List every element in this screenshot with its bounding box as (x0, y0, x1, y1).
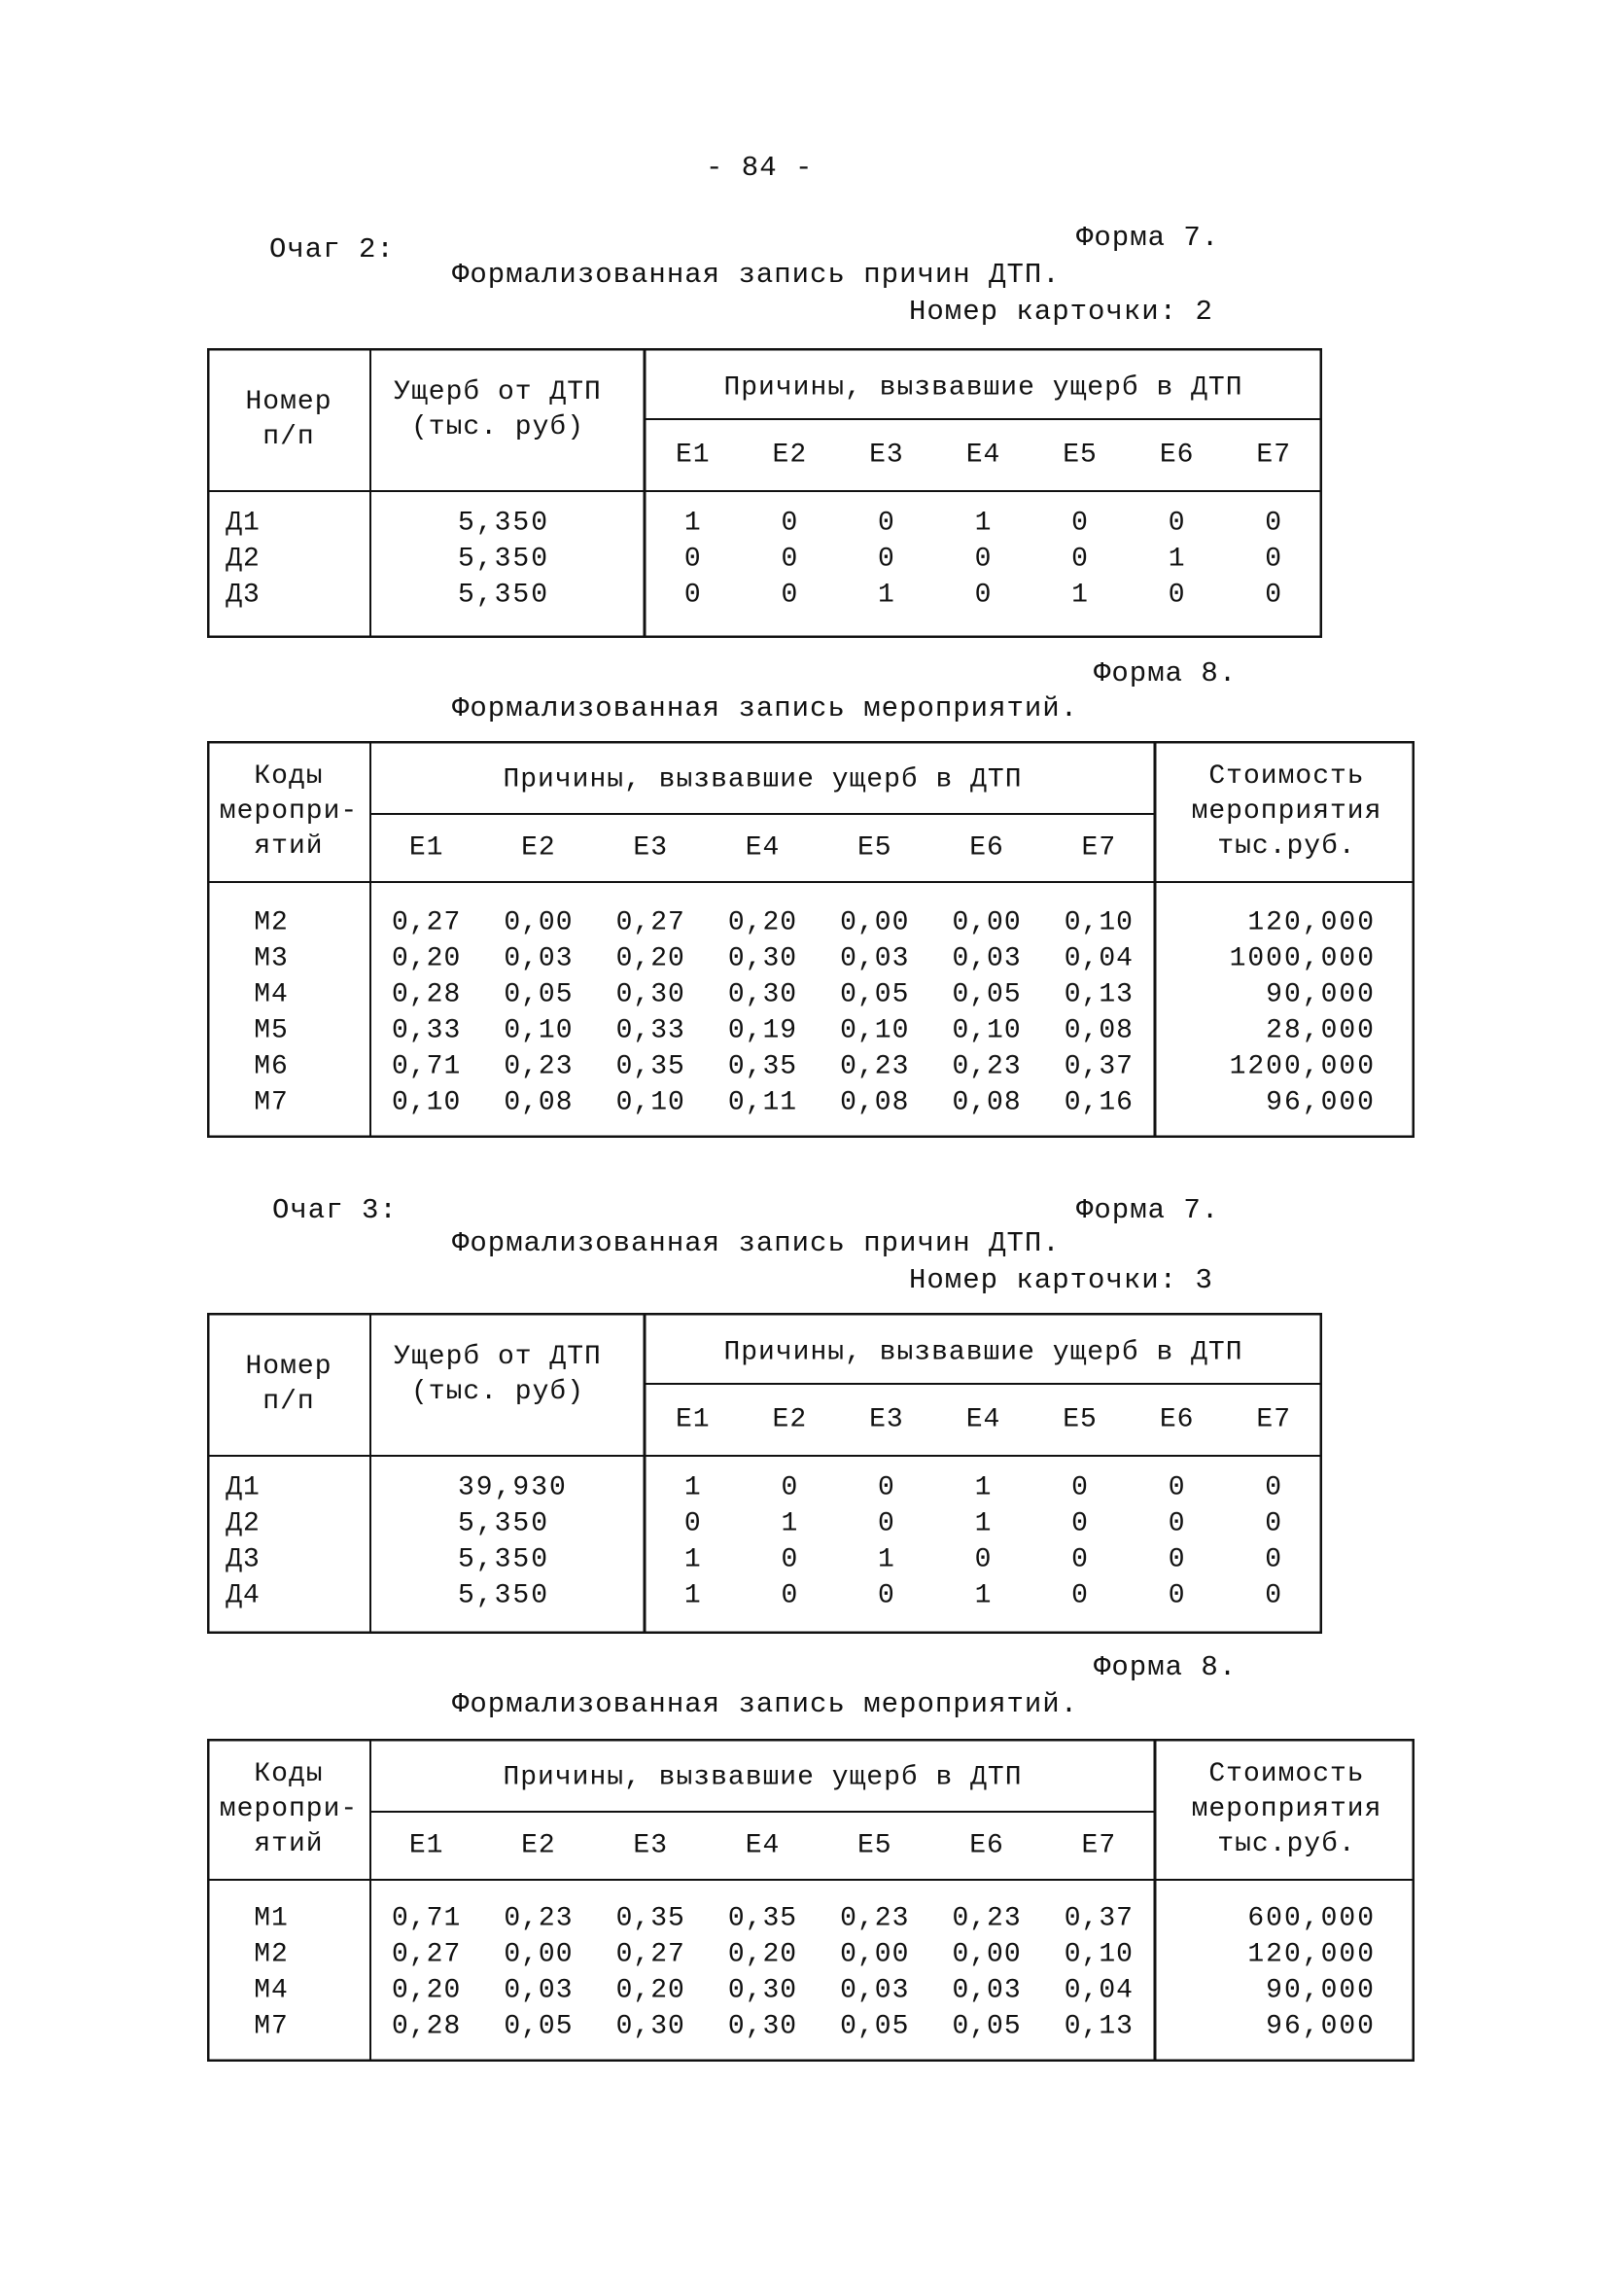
cause-weight: 0,27 (615, 907, 685, 938)
cause-weight: 0,13 (1064, 2011, 1134, 2042)
cause-value: 0 (1168, 1472, 1186, 1503)
damage-value: 5,350 (458, 1544, 550, 1575)
cause-weight: 0,13 (1064, 979, 1134, 1010)
column-header: Е3 (869, 440, 904, 471)
cause-weight: 0,35 (727, 1903, 798, 1934)
column-header: Е3 (633, 1830, 669, 1861)
cause-weight: 0,30 (727, 1975, 798, 2006)
column-header: Е5 (856, 832, 892, 864)
cause-weight: 0,08 (840, 1087, 910, 1118)
cause-weight: 0,00 (952, 907, 1022, 938)
column-header: Причины, вызвавшие ущерб в ДТП (723, 1337, 1243, 1367)
row-id: М7 (254, 1087, 289, 1118)
cause-value: 0 (1071, 1580, 1089, 1611)
column-header: Е1 (675, 1404, 711, 1435)
cause-value: 1 (683, 508, 702, 539)
cause-value: 0 (1168, 1544, 1186, 1575)
cause-weight: 0,03 (840, 1975, 910, 2006)
cause-weight: 0,08 (1064, 1015, 1134, 1046)
cause-value: 1 (974, 508, 993, 539)
form-label: Форма 7. (1076, 222, 1220, 254)
cause-weight: 0,37 (1064, 1903, 1134, 1934)
column-header: Е2 (521, 1830, 556, 1861)
cause-value: 0 (878, 1472, 895, 1503)
cause-value: 0 (1168, 508, 1186, 539)
column-header: Причины, вызвавшие ущерб в ДТП (503, 764, 1023, 795)
column-header: Стоимость мероприятия тыс.руб. (1191, 760, 1382, 862)
form7-table (207, 1313, 1322, 1634)
cause-value: 0 (1265, 1508, 1283, 1539)
cause-weight: 0,20 (615, 943, 685, 974)
cause-weight: 0,71 (392, 1903, 462, 1934)
cause-weight: 0,20 (727, 1939, 798, 1970)
row-id: Д3 (226, 1544, 261, 1575)
cause-value: 1 (683, 1580, 702, 1611)
cause-weight: 0,11 (727, 1087, 798, 1118)
damage-value: 5,350 (458, 544, 550, 575)
cause-weight: 0,05 (504, 2011, 574, 2042)
damage-value: 5,350 (458, 1508, 550, 1539)
column-header: Е7 (1081, 832, 1117, 864)
cause-value: 0 (878, 1580, 895, 1611)
cause-value: 0 (974, 580, 993, 611)
column-header: Е4 (965, 440, 1001, 471)
cause-weight: 0,10 (1064, 907, 1134, 938)
column-header: Е1 (408, 1830, 444, 1861)
cause-value: 1 (974, 1472, 993, 1503)
form-label: Форма 8. (1094, 657, 1238, 689)
column-header: Е6 (969, 832, 1004, 864)
column-header: Е4 (965, 1404, 1001, 1435)
row-id: М4 (254, 979, 289, 1010)
column-header: Е2 (772, 440, 808, 471)
column-header: Е7 (1256, 1404, 1292, 1435)
cause-weight: 0,20 (727, 907, 798, 938)
cause-weight: 0,30 (615, 2011, 685, 2042)
cause-weight: 0,05 (840, 979, 910, 1010)
row-id: Д1 (226, 508, 261, 539)
cause-value: 0 (1265, 1580, 1283, 1611)
row-id: Д2 (226, 1508, 261, 1539)
row-id: Д1 (226, 1472, 261, 1503)
cause-weight: 0,20 (392, 1975, 462, 2006)
cause-value: 0 (781, 1472, 799, 1503)
cause-weight: 0,00 (952, 1939, 1022, 1970)
cause-weight: 0,10 (615, 1087, 685, 1118)
row-id: М4 (254, 1975, 289, 2006)
column-header: Е6 (1159, 1404, 1195, 1435)
cause-value: 0 (1071, 1544, 1089, 1575)
cause-value: 0 (683, 1508, 702, 1539)
cause-weight: 0,30 (615, 979, 685, 1010)
column-header: Причины, вызвавшие ущерб в ДТП (723, 372, 1243, 403)
cause-weight: 0,23 (952, 1903, 1022, 1934)
cause-weight: 0,03 (952, 943, 1022, 974)
cause-weight: 0,08 (504, 1087, 574, 1118)
cause-weight: 0,27 (392, 1939, 462, 1970)
cause-weight: 0,00 (840, 907, 910, 938)
cause-value: 0 (1071, 1508, 1089, 1539)
cause-weight: 0,08 (952, 1087, 1022, 1118)
cause-value: 0 (683, 544, 702, 575)
cause-value: 1 (974, 1580, 993, 1611)
cause-weight: 0,10 (952, 1015, 1022, 1046)
column-header: Е7 (1081, 1830, 1117, 1861)
cause-weight: 0,35 (615, 1051, 685, 1082)
card-number: Номер карточки: 3 (909, 1264, 1213, 1296)
cost-value: 1000,000 (1229, 943, 1376, 974)
cause-weight: 0,23 (952, 1051, 1022, 1082)
cause-value: 1 (1168, 544, 1186, 575)
column-header: Коды меропри- ятий (219, 1758, 359, 1859)
cause-value: 0 (974, 544, 993, 575)
cause-weight: 0,37 (1064, 1051, 1134, 1082)
cause-weight: 0,71 (392, 1051, 462, 1082)
cost-value: 120,000 (1247, 1939, 1376, 1970)
cause-value: 0 (781, 544, 799, 575)
cause-value: 1 (878, 580, 895, 611)
cause-weight: 0,27 (392, 907, 462, 938)
cause-weight: 0,30 (727, 979, 798, 1010)
cause-weight: 0,19 (727, 1015, 798, 1046)
column-header: Причины, вызвавшие ущерб в ДТП (503, 1762, 1023, 1792)
cause-weight: 0,10 (1064, 1939, 1134, 1970)
column-header: Е5 (856, 1830, 892, 1861)
cost-value: 96,000 (1266, 1087, 1376, 1118)
card-number: Номер карточки: 2 (909, 296, 1213, 328)
cost-value: 28,000 (1266, 1015, 1376, 1046)
form7-table (207, 348, 1322, 638)
cause-value: 0 (781, 508, 799, 539)
column-header: Е5 (1063, 1404, 1098, 1435)
cost-value: 90,000 (1266, 979, 1376, 1010)
row-id: М5 (254, 1015, 289, 1046)
damage-value: 5,350 (458, 1580, 550, 1611)
cause-weight: 0,30 (727, 2011, 798, 2042)
cause-value: 0 (683, 580, 702, 611)
focus-label: Очаг 3: (272, 1194, 398, 1226)
column-header: Стоимость мероприятия тыс.руб. (1191, 1758, 1382, 1859)
cause-weight: 0,05 (840, 2011, 910, 2042)
column-header: Е5 (1063, 440, 1098, 471)
damage-value: 39,930 (458, 1472, 568, 1503)
page-number: - 84 - (706, 152, 814, 184)
form-title: Формализованная запись мероприятий. (452, 1688, 1079, 1720)
form8-table (207, 1739, 1415, 2062)
row-id: М2 (254, 1939, 289, 1970)
cause-value: 0 (1168, 1580, 1186, 1611)
cause-weight: 0,23 (504, 1903, 574, 1934)
cause-weight: 0,00 (504, 907, 574, 938)
cause-weight: 0,00 (840, 1939, 910, 1970)
cause-weight: 0,27 (615, 1939, 685, 1970)
cause-weight: 0,04 (1064, 943, 1134, 974)
column-header: Е6 (1159, 440, 1195, 471)
cause-weight: 0,28 (392, 979, 462, 1010)
column-header: Е3 (633, 832, 669, 864)
cause-weight: 0,05 (504, 979, 574, 1010)
cause-value: 0 (1071, 544, 1089, 575)
cause-value: 0 (781, 580, 799, 611)
cause-weight: 0,00 (504, 1939, 574, 1970)
cause-value: 1 (1071, 580, 1089, 611)
damage-value: 5,350 (458, 508, 550, 539)
form-title: Формализованная запись мероприятий. (452, 692, 1079, 724)
row-id: М7 (254, 2011, 289, 2042)
column-header: Номер п/п (245, 386, 332, 452)
cause-weight: 0,10 (840, 1015, 910, 1046)
cause-value: 0 (1265, 508, 1283, 539)
cause-weight: 0,16 (1064, 1087, 1134, 1118)
cause-weight: 0,05 (952, 979, 1022, 1010)
cause-value: 0 (781, 1580, 799, 1611)
cause-value: 0 (878, 544, 895, 575)
cause-value: 0 (974, 1544, 993, 1575)
row-id: М6 (254, 1051, 289, 1082)
row-id: Д4 (226, 1580, 261, 1611)
column-header: Е1 (675, 440, 711, 471)
focus-label: Очаг 2: (269, 233, 395, 265)
column-header: Номер п/п (245, 1351, 332, 1417)
cause-weight: 0,10 (504, 1015, 574, 1046)
row-id: Д2 (226, 544, 261, 575)
cause-weight: 0,03 (840, 943, 910, 974)
cause-weight: 0,23 (840, 1903, 910, 1934)
cause-weight: 0,33 (392, 1015, 462, 1046)
cause-weight: 0,05 (952, 2011, 1022, 2042)
row-id: М1 (254, 1903, 289, 1934)
cost-value: 600,000 (1247, 1903, 1376, 1934)
form-label: Форма 7. (1076, 1194, 1220, 1226)
column-header: Е7 (1256, 440, 1292, 471)
cause-value: 0 (1071, 508, 1089, 539)
form8-table (207, 741, 1415, 1138)
cause-weight: 0,03 (504, 943, 574, 974)
cost-value: 120,000 (1247, 907, 1376, 938)
row-id: М3 (254, 943, 289, 974)
cause-value: 0 (1265, 1472, 1283, 1503)
cause-value: 0 (1168, 1508, 1186, 1539)
column-header: Е2 (772, 1404, 808, 1435)
cause-weight: 0,28 (392, 2011, 462, 2042)
column-header: Е1 (408, 832, 444, 864)
column-header: Ущерб от ДТП (тыс. руб) (394, 1341, 602, 1407)
cause-value: 1 (683, 1544, 702, 1575)
damage-value: 5,350 (458, 580, 550, 611)
cause-value: 0 (878, 1508, 895, 1539)
cause-weight: 0,20 (615, 1975, 685, 2006)
column-header: Е4 (745, 1830, 781, 1861)
column-header: Е3 (869, 1404, 904, 1435)
cause-value: 0 (1265, 544, 1283, 575)
cause-value: 0 (781, 1544, 799, 1575)
cause-value: 1 (878, 1544, 895, 1575)
cause-value: 0 (878, 508, 895, 539)
cause-weight: 0,35 (615, 1903, 685, 1934)
cause-value: 0 (1071, 1472, 1089, 1503)
cause-weight: 0,04 (1064, 1975, 1134, 2006)
column-header: Коды меропри- ятий (219, 760, 359, 862)
column-header: Ущерб от ДТП (тыс. руб) (394, 376, 602, 442)
cause-value: 0 (1265, 1544, 1283, 1575)
cause-value: 1 (781, 1508, 799, 1539)
cost-value: 90,000 (1266, 1975, 1376, 2006)
cause-weight: 0,35 (727, 1051, 798, 1082)
cause-weight: 0,23 (504, 1051, 574, 1082)
cause-weight: 0,33 (615, 1015, 685, 1046)
cost-value: 1200,000 (1229, 1051, 1376, 1082)
cause-weight: 0,03 (504, 1975, 574, 2006)
cause-value: 1 (683, 1472, 702, 1503)
cause-weight: 0,23 (840, 1051, 910, 1082)
cause-weight: 0,30 (727, 943, 798, 974)
form-title: Формализованная запись причин ДТП. (452, 259, 1061, 291)
row-id: М2 (254, 907, 289, 938)
column-header: Е6 (969, 1830, 1004, 1861)
column-header: Е2 (521, 832, 556, 864)
cost-value: 96,000 (1266, 2011, 1376, 2042)
row-id: Д3 (226, 580, 261, 611)
cause-value: 0 (1168, 580, 1186, 611)
form-title: Формализованная запись причин ДТП. (452, 1227, 1061, 1259)
form-label: Форма 8. (1094, 1651, 1238, 1683)
column-header: Е4 (745, 832, 781, 864)
cause-value: 1 (974, 1508, 993, 1539)
cause-weight: 0,10 (392, 1087, 462, 1118)
cause-weight: 0,03 (952, 1975, 1022, 2006)
cause-value: 0 (1265, 580, 1283, 611)
cause-weight: 0,20 (392, 943, 462, 974)
